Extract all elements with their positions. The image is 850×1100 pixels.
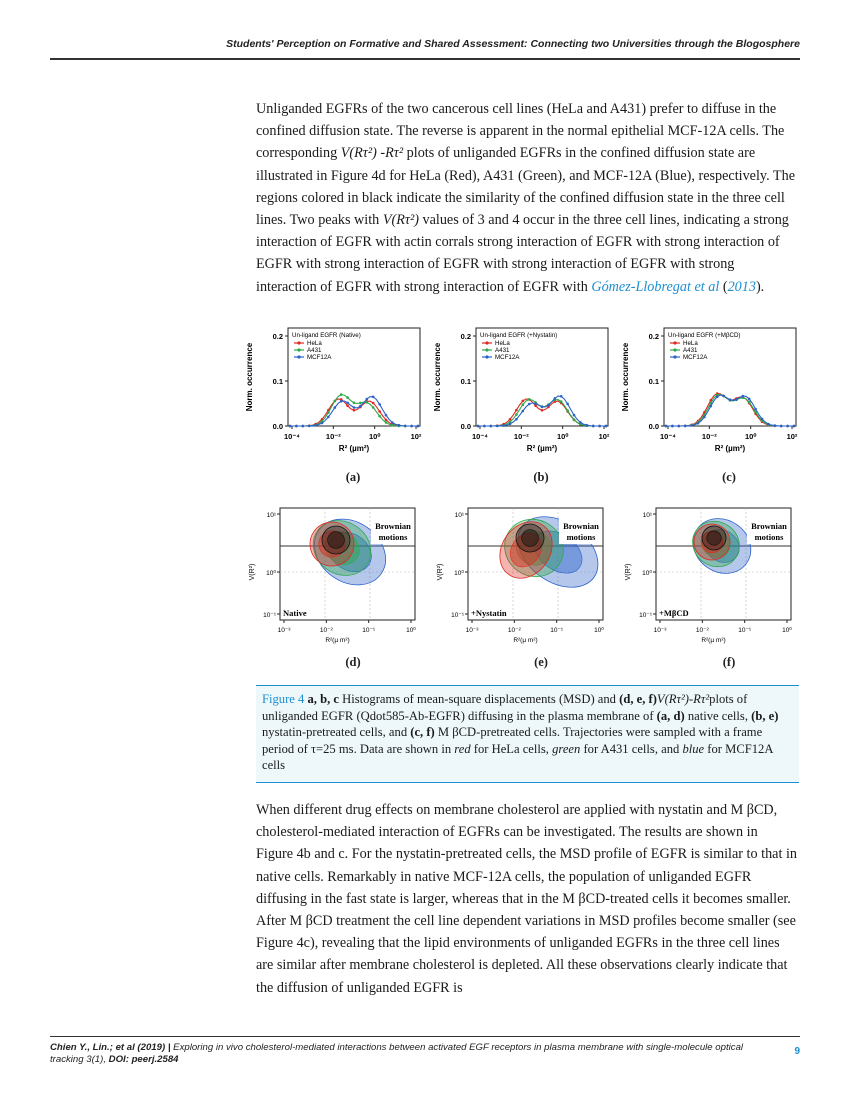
series-point [359,402,362,405]
y-tick-label: 10¹ [266,512,276,519]
series-point [359,405,362,408]
legend-marker [673,341,676,344]
panel-label-f: (f) [722,655,736,669]
series-point [378,415,381,418]
series-point [404,425,407,428]
series-point [554,397,557,400]
series-point [353,402,356,405]
legend-entry: HeLa [307,340,322,347]
running-head: Students' Perception on Formative and Shared Assessment: Connecting two Universities through the Blogosphere [226,38,800,50]
series-point [483,425,486,428]
legend-title: Un-ligand EGFR (+Nystatin) [480,332,558,339]
y-tick-label: 0.2 [460,332,471,341]
series-point [327,411,330,414]
x-tick-label: 10⁻³ [465,627,479,634]
series-point [522,403,525,406]
citation-year-link[interactable]: 2013 [727,278,756,295]
header-rule [50,58,800,60]
paragraph-2: When different drug effects on membrane cholesterol are applied with nystatin and M βCD, cholesterol-mediated interaction of EGFRs can be investigated. The results are shown in Figure 4b and c. For the nystatin-pretreated cells, the MSD profile of EGFR is similar to that in native cells. Remarkably in native MCF-12A cells, the population of unliganded EGFR diffusing in the fast state is larger, whereas that in the M βCD-treated cells it becomes smaller. After M βCD treatment the cell line dependent variations in MSD profiles become smaller (see Figure 4c), revealing that the lipid environments of unliganded EGFRs in the three cell lines are similar after membrane cholesterol is depleted. All these observations clearly indicate that the diffusion of unliganded EGFR is [256,802,797,996]
series-point [327,416,330,419]
series-point [716,395,719,398]
panel-label-d: (d) [345,655,361,669]
series-point [522,400,525,403]
brownian-label: Brownian [375,521,411,531]
y-tick-label: 0.1 [648,377,659,386]
math-r2: Rτ² [385,145,404,162]
x-axis-label: R²(µ m²) [325,637,350,644]
series-point [678,425,681,428]
legend-marker [485,355,488,358]
series-point [477,425,480,428]
legend-marker [673,355,676,358]
series-point [748,398,751,401]
series-point [353,406,356,409]
series-point [334,406,337,409]
series-point [346,404,349,407]
panel-label-b: (b) [533,470,549,484]
series-point [573,418,576,421]
legend-marker [297,355,300,358]
figure-caption: Figure 4 a, b, c Histograms of mean-square displacements (MSD) and (d, e, f)V(Rτ²)-Rτ²plots of unliganded EGFR (Qdot585-Ab-EGFR) diffusing in the plasma membrane of (a, d) native cells, (b, e) nystatin-pretreated cells, and (c, f) M βCD-pretreated cells. Trajectories were sampled with a frame period of τ=25 ms. Data are shown in red for HeLa cells, green for A431 cells, and blue for MCF12A cells [256,685,799,783]
series-point [774,424,777,427]
caption-title: Figure 4 [262,692,305,706]
series-point [528,403,531,406]
motions-label: motions [754,532,784,542]
legend-entry: A431 [495,347,510,354]
x-tick-label: 10⁰ [744,432,757,441]
legend-entry: MCF12A [683,354,708,361]
footer-citation: Chien Y., Lin.; et al (2019) | Exploring in vivo cholesterol-mediated interactions between activated EGF receptors in plasma membrane with single-molecule optical tracking 3(1), DOI: peerj.2584 [50,1042,744,1065]
y-tick-label: 10⁰ [454,570,464,577]
series-point [490,425,493,428]
x-axis-label: R² (µm²) [338,444,370,453]
series-point [729,398,732,401]
citation-link[interactable]: Gómez-Llobregat et al [591,278,720,295]
series-point [560,395,563,398]
series-point [598,425,601,428]
series-point [528,398,531,401]
series-point [566,403,569,406]
series-point [566,409,569,412]
legend-entry: A431 [683,347,698,354]
series-point [665,425,668,428]
y-tick-label: 0.0 [460,422,471,431]
legend-entry: MCF12A [307,354,332,361]
x-tick-label: 10⁰ [406,627,416,634]
x-tick-label: 10⁻¹ [550,627,564,634]
legend-marker [297,348,300,351]
series-point [710,405,713,408]
series-point [391,421,394,424]
series-point [515,418,518,421]
brownian-label: Brownian [563,521,599,531]
series-point [742,395,745,398]
series-point [786,425,789,428]
footer-rule [50,1036,800,1037]
contour-native [240,498,430,658]
y-axis-label: Norm. occurrence [433,342,442,412]
y-tick-label: 0.1 [272,377,283,386]
panel-label-c: (c) [722,470,736,484]
series-point [541,409,544,412]
x-tick-label: 10⁰ [368,432,381,441]
y-axis-label: Norm. occurrence [621,342,630,412]
series-point [509,423,512,426]
y-axis-label: V(R²) [625,563,632,581]
legend-marker [485,348,488,351]
series-point [605,425,608,428]
x-tick-label: 10⁻² [695,627,709,634]
math-v-r2: V(Rτ²) [382,212,419,229]
series-point [340,400,343,403]
y-axis-label: V(R²) [437,563,444,581]
y-tick-label: 10⁻¹ [263,612,276,619]
math-v-r2: V(Rτ²) [340,145,377,162]
histogram-native [240,318,430,468]
series-point [573,414,576,417]
x-tick-label: 10⁰ [556,432,569,441]
series-point [410,425,413,428]
series-point [754,408,757,411]
series-point [295,425,298,428]
series-point [340,393,343,396]
x-tick-label: 10⁰ [594,627,604,634]
y-axis-label: Norm. occurrence [245,342,254,412]
series-point [703,416,706,419]
x-tick-label: 10⁻² [325,432,341,441]
series-point [378,410,381,413]
series-point [793,425,796,428]
y-axis-label: V(R²) [249,563,256,581]
series-point [780,425,783,428]
series-point [321,422,324,425]
series-point [515,413,518,416]
legend-entry: MCF12A [495,354,520,361]
series-point [592,425,595,428]
series-point [748,401,751,404]
x-tick-label: 10⁻¹ [362,627,376,634]
x-tick-label: 10² [410,432,422,441]
x-tick-label: 10² [786,432,798,441]
series-point [302,425,305,428]
x-axis-label: R²(µ m²) [513,637,538,644]
series-point [417,425,420,428]
series-point [496,425,499,428]
histogram-nystatin [428,318,618,468]
series-point [378,403,381,406]
series-point [289,425,292,428]
y-tick-label: 0.2 [648,332,659,341]
x-tick-label: 10⁰ [782,627,792,634]
series-point [346,402,349,405]
legend-marker [485,341,488,344]
series-point [385,419,388,422]
y-tick-label: 0.0 [272,422,283,431]
series-point [586,424,589,427]
motions-label: motions [378,532,408,542]
series-point [398,424,401,427]
series-point [366,398,369,401]
series-point [761,418,764,421]
series-point [391,424,394,427]
series-point [308,425,311,428]
brownian-label: Brownian [751,521,787,531]
series-point [722,395,725,398]
contour-nystatin [428,498,618,658]
series-point [385,421,388,424]
series-point [515,409,518,412]
x-tick-label: 10² [598,432,610,441]
y-tick-label: 10⁰ [266,570,276,577]
series-point [334,400,337,403]
motions-label: motions [566,532,596,542]
y-tick-label: 10¹ [642,512,652,519]
series-point [560,400,563,403]
paragraph-1: Unliganded EGFRs of the two cancerous cell lines (HeLa and A431) prefer to diffuse in the confined diffusion state. The reverse is apparent in the normal epithelial MCF-12A cells. The corresponding V(Rτ²) -Rτ² plots of unliganded EGFRs in the confined diffusion state are illustrated in Figure 4d for HeLa (Red), A431 (Green), and MCF-12A (Blue), respectively. The regions colored in black indicate the similarity of the confined diffusion state in the three cell lines. Two peaks with V(Rτ²) values of 3 and 4 occur in the three cell lines, indicating a strong interaction of EGFR with actin corrals strong interaction of EGFR with strong interaction of EGFR with strong interaction of EGFR with strong interaction of EGFR with strong interaction of EGFR with strong interaction of EGFR with Gómez-Llobregat et al (2013). [256,101,795,295]
series-point [735,398,738,401]
y-tick-label: 10⁻¹ [639,612,652,619]
y-tick-label: 10⁰ [642,570,652,577]
y-tick-label: 10¹ [454,512,464,519]
x-tick-label: 10⁻² [507,627,521,634]
x-tick-label: 10⁻² [701,432,717,441]
x-tick-label: 10⁻⁴ [283,432,301,441]
legend-title: Un-ligand EGFR (Native) [292,332,361,339]
series-point [684,425,687,428]
series-point [372,402,375,405]
x-tick-label: 10⁻⁴ [659,432,677,441]
page-number: 9 [794,1046,800,1057]
series-point [671,425,674,428]
series-point [690,424,693,427]
series-point [372,406,375,409]
series-point [541,406,544,409]
x-tick-label: 10⁻² [319,627,333,634]
panel-label-e: (e) [534,655,548,669]
condition-label: Native [283,608,307,618]
series-point [697,422,700,425]
series-point [353,409,356,412]
y-tick-label: 0.0 [648,422,659,431]
panel-label-a: (a) [345,470,361,484]
x-tick-label: 10⁻⁴ [471,432,489,441]
legend-entry: HeLa [495,340,510,347]
x-tick-label: 10⁻³ [653,627,667,634]
y-tick-label: 10⁻¹ [451,612,464,619]
x-tick-label: 10⁻¹ [738,627,752,634]
legend-entry: HeLa [683,340,698,347]
condition-label: +Nystatin [471,608,507,618]
series-point [509,418,512,421]
series-point [522,410,525,413]
x-axis-label: R² (µm²) [714,444,746,453]
series-point [366,401,369,404]
legend-marker [673,348,676,351]
legend-entry: A431 [307,347,322,354]
x-tick-label: 10⁻³ [277,627,291,634]
condition-label: +MβCD [659,608,689,618]
series-point [579,421,582,424]
legend-marker [297,341,300,344]
contour-mbcd [616,498,806,658]
y-tick-label: 0.2 [272,332,283,341]
y-tick-label: 0.1 [460,377,471,386]
figure-4 [240,318,810,688]
series-point [502,424,505,427]
series-point [314,424,317,427]
series-point [385,414,388,417]
series-point [534,402,537,405]
series-point [767,423,770,426]
legend-title: Un-ligand EGFR (+MβCD) [668,332,741,339]
x-tick-label: 10⁻² [513,432,529,441]
x-axis-label: R²(µ m²) [701,637,726,644]
series-point [547,404,550,407]
series-point [372,396,375,399]
histogram-mbcd [616,318,806,468]
series-point [346,396,349,399]
x-axis-label: R² (µm²) [526,444,558,453]
